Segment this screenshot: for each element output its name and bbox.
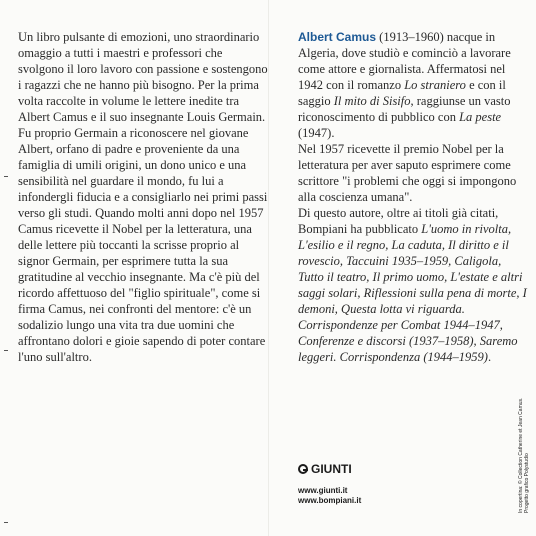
margin-tick	[4, 522, 8, 523]
blurb-paragraph-2: Fu proprio Germain a riconoscere nel giovane Albert, orfano di padre e proveniente da una famiglia di umili origini, un dono unico e una sensibilità nel guardare il mondo, fu lui a infondergli fiducia e a consigliarlo nei primi passi verso gli studi. Quando molti anni dopo nel 1957 Camus ricevette il Nobel per la letteratura, una delle lettere più toccanti la scrisse proprio al signor Germain, per esprimere tutta la sua gratitudine al vecchio insegnante. Ma c'è più del ricordo affettuoso del "figlio spirituale", come si firma Camus, nei confronti del mentore: c'è un sodalizio lungo una vita tra due uomini che affrontano dolori e gioie sapendo di poter contare l'uno sull'altro.	[18, 126, 268, 364]
book-title: Il mito di Sisifo	[333, 94, 411, 108]
bio-text: e con il saggio	[298, 78, 506, 108]
publisher-logo-text: GIUNTI	[311, 462, 352, 476]
publisher-logo	[298, 462, 352, 476]
cover-credits	[518, 398, 530, 513]
margin-tick	[4, 176, 8, 177]
book-title: La peste	[459, 110, 502, 124]
design-credit-line: Progetto grafico Polystudio	[524, 453, 530, 513]
blurb-column	[18, 29, 268, 365]
bio-text: Di questo autore, oltre ai titoli già citati, Bompiani ha pubblicato	[298, 206, 499, 236]
works-list: L'uomo in rivolta, L'esilio e il regno, La caduta, Il diritto e il rovescio, Taccuini 1935–1959, Caligola, Tutto il teatro, Il primo uomo, L'estate e altri saggi solari, Riflessioni sulla pena di morte, I demoni, Questa lotta vi riguarda. Corrispondenze per Combat 1944–1947, Conferenze e discorsi (1937–1958), Saremo leggeri. Corrispondenza (1944–1959)	[298, 222, 527, 364]
margin-tick	[4, 350, 8, 351]
author-bio-paragraph-1	[298, 29, 530, 141]
cover-credit-line: In copertina: © Collection Catherine et Jean Camus.	[518, 397, 524, 513]
author-bio-paragraph-2: Nel 1957 ricevette il premio Nobel per la letteratura per aver saputo esprimere come scrittore "i problemi che oggi si impongono alla coscienza umana".	[298, 142, 517, 204]
bio-text: (1913–1960) nacque in Algeria, dove studiò e cominciò a lavorare come attore e giornalista. Affermatosi nel 1942 con il romanzo	[298, 30, 511, 92]
blurb-paragraph-1: Un libro pulsante di emozioni, uno straordinario omaggio a tutti i maestri e professori che svolgono il loro lavoro con passione e sostengono i ragazzi che ne hanno più bisogno. Per la prima volta raccolte in volume le lettere inedite tra Albert Camus e il suo insegnante Louis Germain.	[18, 30, 268, 124]
bio-text: .	[487, 350, 492, 364]
book-title: Lo straniero	[404, 78, 466, 92]
bio-text: (1947).	[298, 126, 335, 140]
bio-text: , raggiunse un vasto riconoscimento di pubblico con	[298, 94, 511, 124]
author-bio-paragraph-3	[298, 205, 530, 365]
page-fold	[268, 0, 269, 536]
publisher-url-giunti[interactable]: www.giunti.it	[298, 486, 348, 495]
giunti-logo-icon	[298, 464, 308, 474]
publisher-url-bompiani[interactable]: www.bompiani.it	[298, 496, 362, 505]
author-bio-column	[298, 29, 530, 365]
author-name: Albert Camus	[298, 30, 377, 44]
